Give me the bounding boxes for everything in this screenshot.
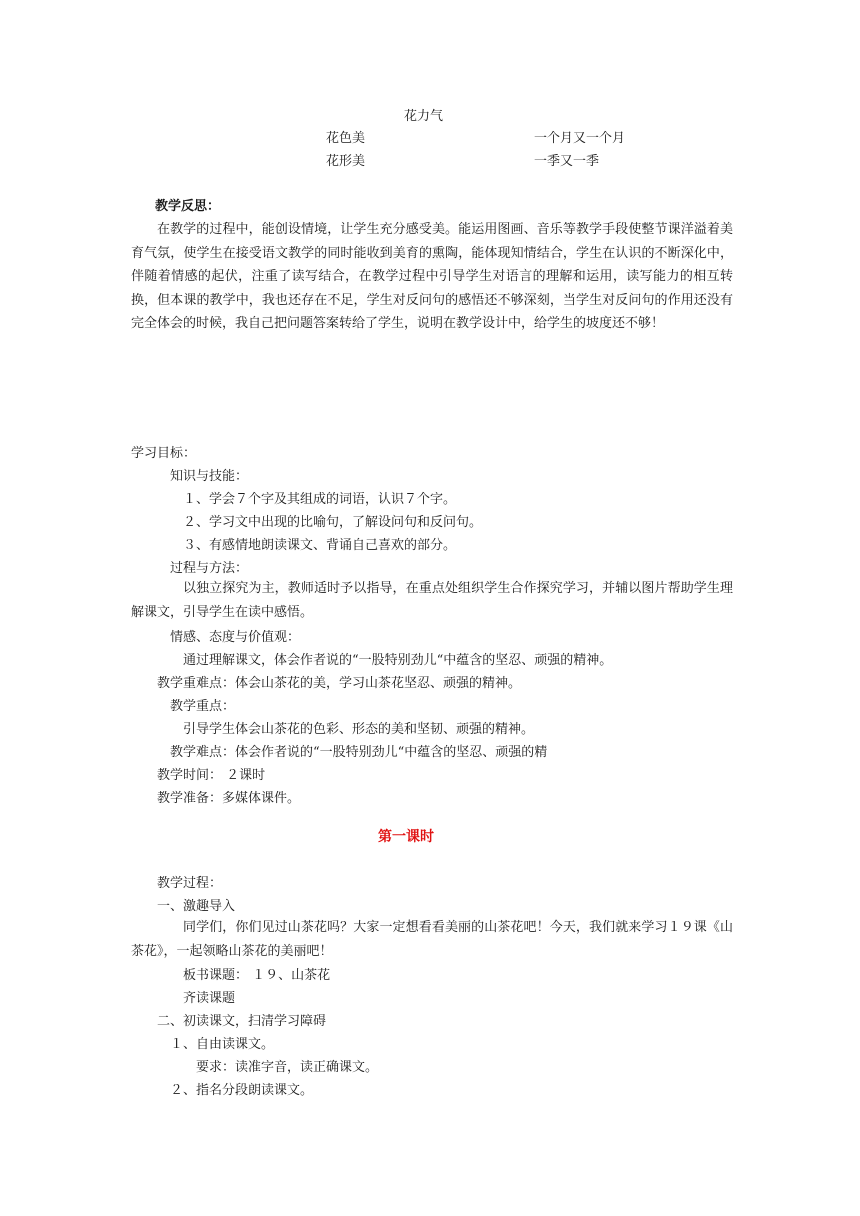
reflection-text: 在教学的过程中，能创设情境，让学生充分感受美。能运用图画、音乐等教学手段使整节课洋溢着美育气氛，使学生在接受语文教学的同时能收到美育的熏陶，能体现知情结合，学生在认识的不断深化中，伴随着情感的起伏，注重了读写结合，在教学过程中引导学生对语言的理解和运用，读写能力的相互转换，但本课的教学中，我也还存在不足，学生对反问句的感悟还不够深刻，当学生对反问句的作用还没有完全体会的时候，我自己把问题答案转给了学生，说明在教学设计中，给学生的坡度还不够！ [131,222,733,332]
key-difficult: 教学重难点：体会山茶花的美，学习山茶花坚忍、顽强的精神。 [157,676,522,691]
section-2-item-1-requirement: 要求：读准字音，读正确课文。 [196,1060,379,1075]
emotion-heading: 情感、态度与价值观： [170,630,301,645]
section-2-title: 二、初读课文，扫清学习障碍 [157,1014,327,1029]
board-topic: 板书课题： １９、山茶花 [183,968,331,983]
section-1-title: 一、激趣导入 [157,899,236,914]
lesson-title: 第一课时 [378,829,434,845]
teaching-time: 教学时间： ２课时 [157,768,266,783]
section-1-text: 同学们，你们见过山茶花吗？大家一定想看看美丽的山茶花吧！今天，我们就来学习１９课《山茶花》，一起领略山茶花的美丽吧！ [131,920,733,959]
knowledge-item-2: ２、学习文中出现的比喻句，了解设问句和反问句。 [183,515,483,530]
emotion-text: 通过理解课文，体会作者说的“一股特别劲儿“中蕴含的坚忍、顽强的精神。 [183,653,613,668]
section-2-item-1: １、自由读课文。 [170,1037,275,1052]
knowledge-item-1: １、学会７个字及其组成的词语，认识７个字。 [183,492,457,507]
process-heading: 过程与方法： [170,561,249,576]
board-row2-right: 一季又一季 [534,154,600,169]
reflection-heading: 教学反思： [155,199,221,214]
section-2-item-2: ２、指名分段朗读课文。 [170,1083,314,1098]
teaching-prep: 教学准备：多媒体课件。 [157,791,301,806]
board-title: 花力气 [404,109,444,124]
objectives-heading: 学习目标： [131,446,197,461]
difficult-text: 教学难点：体会作者说的“一股特别劲儿“中蕴含的坚忍、顽强的精 [170,745,548,760]
knowledge-heading: 知识与技能： [170,469,249,484]
board-row1-left: 花色美 [326,131,366,146]
key-text: 引导学生体会山茶花的色彩、形态的美和坚韧、顽强的精神。 [183,722,535,737]
key-heading: 教学重点： [170,699,236,714]
process-text: 以独立探究为主，教师适时予以指导，在重点处组织学生合作探究学习，并辅以图片帮助学生理解课文，引导学生在读中感悟。 [131,581,733,620]
knowledge-item-3: ３、有感情地朗读课文、背诵自己喜欢的部分。 [183,538,457,553]
read-topic: 齐读课题 [183,991,236,1006]
lesson-process-heading: 教学过程： [157,876,223,891]
board-row2-left: 花形美 [326,154,366,169]
board-row1-right: 一个月又一个月 [534,131,626,146]
